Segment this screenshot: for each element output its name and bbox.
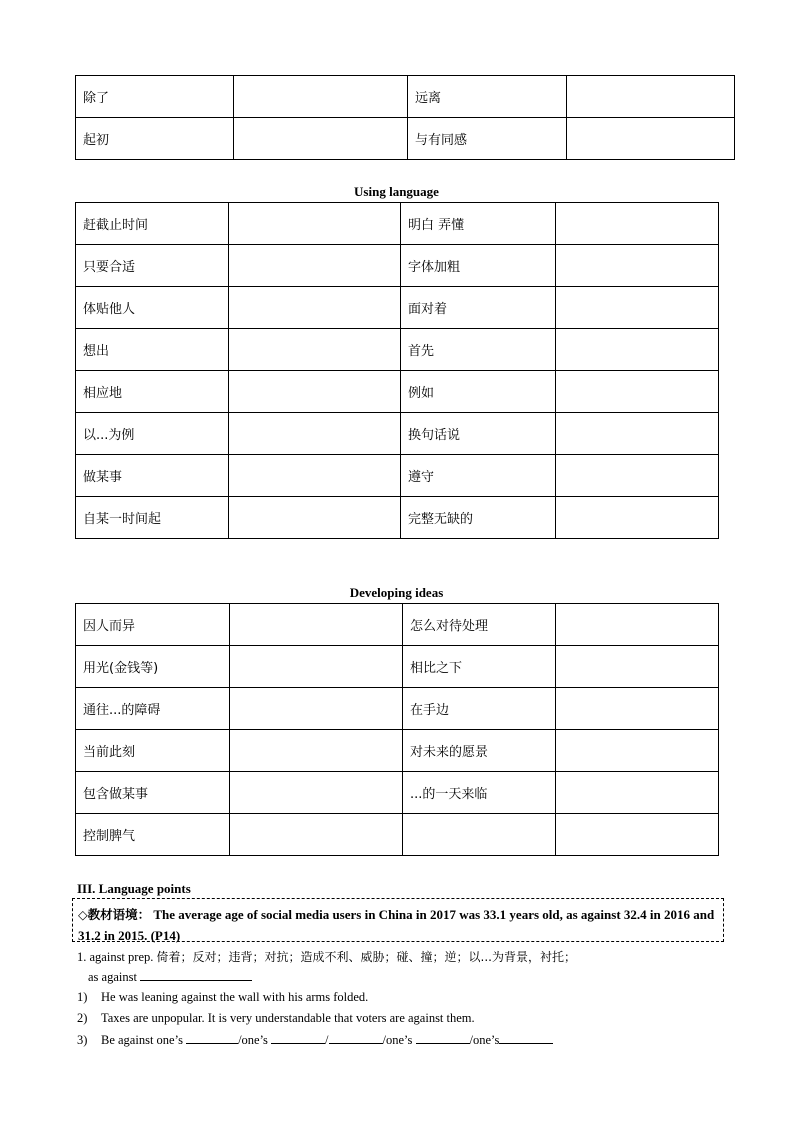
answer-cell[interactable]	[556, 730, 719, 772]
answer-cell[interactable]	[229, 371, 401, 413]
phrase-cell: 包含做某事	[76, 772, 230, 814]
example-number: 3)	[77, 1033, 88, 1047]
answer-cell[interactable]	[229, 287, 401, 329]
answer-cell[interactable]	[234, 76, 408, 118]
phrase-cell: 相比之下	[403, 646, 556, 688]
answer-cell[interactable]	[556, 245, 719, 287]
vocab-row	[76, 772, 719, 814]
phrase-cell: 面对着	[401, 287, 556, 329]
answer-cell[interactable]	[230, 772, 403, 814]
phrase-cell: 换句话说	[401, 413, 556, 455]
example-text: Taxes are unpopular. It is very understandable that voters are against them.	[101, 1011, 475, 1025]
answer-cell[interactable]	[556, 688, 719, 730]
developing-ideas-table	[75, 603, 719, 856]
answer-cell[interactable]	[567, 118, 735, 160]
fill-part: /one’s	[469, 1033, 500, 1047]
phrase-cell: 对未来的愿景	[403, 730, 556, 772]
vocab-row	[76, 814, 719, 856]
phrase-cell: 只要合适	[76, 245, 229, 287]
as-against-label: as against	[88, 970, 137, 984]
phrase-cell: 字体加粗	[401, 245, 556, 287]
answer-cell[interactable]	[556, 371, 719, 413]
example-number: 1)	[77, 990, 88, 1004]
vocab-row	[76, 455, 719, 497]
phrase-cell: 自某一时间起	[76, 497, 229, 539]
context-sentence: The average age of social media users in China in 2017 was 33.1 years old, as against 32.4 in 2016 and 31.2 in 2015. (P14)	[78, 907, 715, 943]
answer-blank[interactable]	[186, 1032, 238, 1044]
phrase-cell: 完整无缺的	[401, 497, 556, 539]
answer-cell[interactable]	[556, 455, 719, 497]
answer-blank[interactable]	[329, 1032, 383, 1044]
phrase-cell: 相应地	[76, 371, 229, 413]
item1-meaning: 倚着；反对；违背；对抗；造成不利、威胁；碰、撞；逆；以...为背景，衬托；	[156, 950, 576, 964]
phrase-cell: 用光(金钱等)	[76, 646, 230, 688]
vocab-row	[76, 329, 719, 371]
phrase-cell: 与有同感	[408, 118, 567, 160]
example-3	[77, 1032, 553, 1048]
item1-definition	[77, 948, 576, 965]
vocab-row	[76, 371, 719, 413]
phrase-cell: 遵守	[401, 455, 556, 497]
answer-cell[interactable]	[230, 688, 403, 730]
answer-cell[interactable]	[556, 287, 719, 329]
context-label: ◇教材语境：	[78, 907, 151, 922]
vocab-row	[76, 118, 735, 160]
answer-cell[interactable]	[556, 329, 719, 371]
answer-blank[interactable]	[271, 1032, 325, 1044]
using-language-table	[75, 202, 719, 539]
top-vocab-table	[75, 75, 735, 160]
textbook-context-box	[72, 898, 724, 942]
fill-part: Be against one’s	[101, 1033, 183, 1047]
answer-cell[interactable]	[229, 455, 401, 497]
phrase-cell: 做某事	[76, 455, 229, 497]
phrase-cell: 赶截止时间	[76, 203, 229, 245]
answer-cell[interactable]	[229, 497, 401, 539]
phrase-cell: 因人而异	[76, 604, 230, 646]
vocab-row	[76, 413, 719, 455]
phrase-cell: 除了	[76, 76, 234, 118]
answer-cell[interactable]	[556, 203, 719, 245]
answer-cell[interactable]	[230, 604, 403, 646]
answer-cell[interactable]	[234, 118, 408, 160]
answer-cell[interactable]	[556, 646, 719, 688]
answer-cell[interactable]	[230, 646, 403, 688]
vocab-row	[76, 245, 719, 287]
phrase-cell: 当前此刻	[76, 730, 230, 772]
phrase-cell: 例如	[401, 371, 556, 413]
phrase-cell: 以...为例	[76, 413, 229, 455]
answer-cell[interactable]	[556, 772, 719, 814]
phrase-cell: 在手边	[403, 688, 556, 730]
phrase-cell: 首先	[401, 329, 556, 371]
vocab-row	[76, 76, 735, 118]
phrase-cell	[403, 814, 556, 856]
phrase-cell: 怎么对待处理	[403, 604, 556, 646]
answer-cell[interactable]	[230, 814, 403, 856]
example-1	[77, 990, 368, 1005]
vocab-row	[76, 604, 719, 646]
vocab-row	[76, 287, 719, 329]
phrase-cell: ...的一天来临	[403, 772, 556, 814]
item1-prefix: 1. against prep.	[77, 950, 157, 964]
vocab-row	[76, 730, 719, 772]
vocab-row	[76, 497, 719, 539]
answer-cell[interactable]	[556, 814, 719, 856]
language-points-heading: III. Language points	[77, 881, 191, 896]
answer-cell[interactable]	[556, 497, 719, 539]
phrase-cell: 起初	[76, 118, 234, 160]
phrase-cell: 远离	[408, 76, 567, 118]
phrase-cell: 通往...的障碍	[76, 688, 230, 730]
answer-cell[interactable]	[229, 413, 401, 455]
answer-cell[interactable]	[229, 245, 401, 287]
answer-cell[interactable]	[556, 413, 719, 455]
phrase-cell: 控制脾气	[76, 814, 230, 856]
answer-cell[interactable]	[556, 604, 719, 646]
answer-cell[interactable]	[567, 76, 735, 118]
vocab-row	[76, 203, 719, 245]
answer-blank[interactable]	[140, 969, 252, 981]
example-number: 2)	[77, 1011, 88, 1025]
answer-cell[interactable]	[229, 329, 401, 371]
fill-part: /one’s	[382, 1033, 413, 1047]
vocab-row	[76, 688, 719, 730]
developing-ideas-title: Developing ideas	[349, 585, 444, 600]
fill-part: /one’s	[238, 1033, 268, 1047]
vocab-row	[76, 646, 719, 688]
example-2	[77, 1011, 475, 1026]
phrase-cell: 想出	[76, 329, 229, 371]
fill-part: /	[325, 1033, 329, 1047]
as-against-line	[88, 969, 252, 985]
answer-cell[interactable]	[229, 203, 401, 245]
example-text: He was leaning against the wall with his arms folded.	[101, 990, 369, 1004]
using-language-title: Using language	[354, 184, 439, 199]
answer-blank[interactable]	[416, 1032, 470, 1044]
answer-cell[interactable]	[230, 730, 403, 772]
phrase-cell: 明白 弄懂	[401, 203, 556, 245]
answer-blank[interactable]	[499, 1032, 553, 1044]
phrase-cell: 体贴他人	[76, 287, 229, 329]
